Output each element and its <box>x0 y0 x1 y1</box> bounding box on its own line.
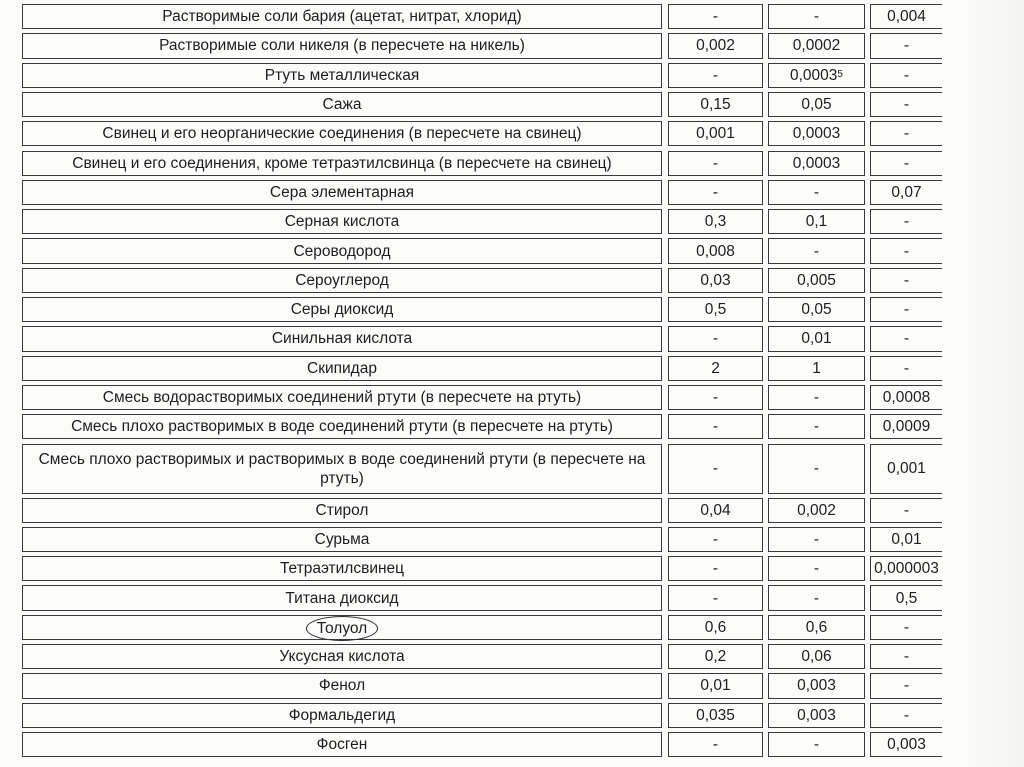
value-text: - <box>903 501 910 519</box>
value-text: 0,001 <box>887 460 926 477</box>
substance-name-cell <box>22 385 662 410</box>
value-text: 0,003 <box>887 736 926 754</box>
value-cell-v3 <box>870 151 942 176</box>
value-text: - <box>813 736 820 754</box>
table-row <box>0 442 1024 496</box>
value-text: 0,001 <box>696 125 735 143</box>
value-text: - <box>712 389 719 407</box>
value-cell-v1 <box>668 180 763 205</box>
substance-name: Уксусная кислота <box>279 648 405 666</box>
table-row <box>0 671 1024 700</box>
table-row <box>0 90 1024 119</box>
value-cell-v2 <box>768 180 865 205</box>
value-text: 0,0008 <box>882 389 931 407</box>
value-text: - <box>903 359 910 377</box>
substance-name: Смесь водорастворимых соединений ртути (в пересчете на ртуть) <box>102 389 582 407</box>
value-text: 0,0009 <box>882 418 931 436</box>
substance-name-cell <box>22 209 662 234</box>
value-cell-v3 <box>870 444 942 494</box>
substance-name: Растворимые соли бария (ацетат, нитрат, хлорид) <box>162 8 522 26</box>
table-row <box>0 61 1024 90</box>
substance-name: Сера элементарная <box>269 183 415 201</box>
substance-name-cell <box>22 498 662 523</box>
substance-name-cell <box>22 444 662 494</box>
value-text: - <box>903 706 910 724</box>
substance-name-cell <box>22 356 662 381</box>
substance-name: Фосген <box>316 736 368 754</box>
value-text: - <box>903 213 910 231</box>
value-text: - <box>813 8 820 26</box>
substance-name-cell <box>22 414 662 439</box>
table-row <box>0 525 1024 554</box>
value-cell-v1 <box>668 498 763 523</box>
table-row <box>0 554 1024 583</box>
value-cell-v3 <box>870 498 942 523</box>
value-text: - <box>712 460 719 477</box>
value-cell-v2 <box>768 4 865 29</box>
value-text: 1 <box>812 359 821 377</box>
value-text: 0,008 <box>696 242 735 260</box>
table-row <box>0 31 1024 60</box>
value-cell-v2 <box>768 238 865 263</box>
value-text: - <box>712 66 719 84</box>
value-text: 0,3 <box>704 213 727 231</box>
substance-name: Сажа <box>322 96 362 114</box>
value-cell-v2 <box>768 644 865 669</box>
value-cell-v3 <box>870 556 942 581</box>
substance-name: Сероуглерод <box>295 271 389 289</box>
value-cell-v2 <box>768 151 865 176</box>
value-text: - <box>813 389 820 407</box>
value-cell-v3 <box>870 326 942 351</box>
value-cell-v3 <box>870 297 942 322</box>
value-text: 0,2 <box>704 648 727 666</box>
substance-name: Растворимые соли никеля (в пересчете на никель) <box>159 37 525 55</box>
table-row <box>0 324 1024 353</box>
value-cell-v2 <box>768 527 865 552</box>
value-text: 0,0003 <box>790 66 838 84</box>
table-row <box>0 207 1024 236</box>
value-text: - <box>903 66 910 84</box>
table-row <box>0 412 1024 441</box>
circled-mark <box>306 616 378 641</box>
value-cell-v1 <box>668 121 763 146</box>
value-text: - <box>712 530 719 548</box>
value-text: - <box>813 418 820 436</box>
value-cell-v1 <box>668 414 763 439</box>
value-cell-v2 <box>768 385 865 410</box>
value-cell-v2 <box>768 209 865 234</box>
value-cell-v3 <box>870 414 942 439</box>
value-text: 0,05 <box>801 96 832 114</box>
value-text: - <box>903 648 910 666</box>
value-text: - <box>712 589 719 607</box>
substance-name-cell <box>22 703 662 728</box>
value-cell-v3 <box>870 703 942 728</box>
value-text: 0,000003 <box>874 560 939 578</box>
value-cell-v2 <box>768 356 865 381</box>
value-cell-v2 <box>768 444 865 494</box>
value-text: - <box>903 301 910 319</box>
value-text: 0,002 <box>696 37 735 55</box>
value-cell-v3 <box>870 238 942 263</box>
value-text: 0,035 <box>696 706 735 724</box>
value-text: 0,002 <box>797 501 836 519</box>
value-text: 0,5 <box>895 589 918 607</box>
value-cell-v2 <box>768 297 865 322</box>
substance-name: Стирол <box>315 501 369 519</box>
substance-name-cell <box>22 556 662 581</box>
value-cell-v3 <box>870 63 942 88</box>
value-text: 0,1 <box>805 213 828 231</box>
substance-name: Серы диоксид <box>290 301 394 319</box>
value-text: 0,003 <box>797 677 836 695</box>
substance-name: Толуол <box>316 619 368 637</box>
value-cell-v2 <box>768 414 865 439</box>
value-text: - <box>813 530 820 548</box>
value-text: - <box>712 560 719 578</box>
value-text: 0,15 <box>700 96 731 114</box>
substance-name: Свинец и его неорганические соединения (в пересчете на свинец) <box>102 125 582 143</box>
value-cell-v2 <box>768 326 865 351</box>
value-text: 0,05 <box>801 301 832 319</box>
table-row <box>0 149 1024 178</box>
substance-name-cell <box>22 121 662 146</box>
value-cell-v1 <box>668 151 763 176</box>
value-text: 0,06 <box>801 648 832 666</box>
substance-name-cell <box>22 238 662 263</box>
value-cell-v1 <box>668 444 763 494</box>
value-text: - <box>903 677 910 695</box>
value-cell-v3 <box>870 644 942 669</box>
substance-name: Свинец и его соединения, кроме тетраэтилсвинца (в пересчете на свинец) <box>72 154 612 172</box>
substance-name-cell <box>22 297 662 322</box>
value-cell-v3 <box>870 4 942 29</box>
value-cell-v1 <box>668 4 763 29</box>
table-row <box>0 236 1024 265</box>
substance-name: Сурьма <box>314 530 370 548</box>
table-row <box>0 383 1024 412</box>
substance-name: Ртуть металлическая <box>264 66 420 84</box>
value-text: - <box>712 418 719 436</box>
substance-name: Сероводород <box>293 242 391 260</box>
value-cell-v1 <box>668 238 763 263</box>
substance-name-cell <box>22 644 662 669</box>
value-text: 0,005 <box>797 271 836 289</box>
value-cell-v2 <box>768 615 865 640</box>
value-cell-v3 <box>870 385 942 410</box>
value-cell-v1 <box>668 732 763 757</box>
value-text: 0,04 <box>700 501 731 519</box>
table-row <box>0 178 1024 207</box>
substance-name-cell <box>22 326 662 351</box>
value-cell-v2 <box>768 556 865 581</box>
value-text: - <box>813 589 820 607</box>
value-cell-v1 <box>668 644 763 669</box>
value-cell-v2: 0,0003 5 <box>768 63 865 88</box>
substance-name-cell <box>22 615 662 640</box>
value-cell-v1 <box>668 615 763 640</box>
substance-name: Скипидар <box>307 359 377 377</box>
value-cell-v2 <box>768 92 865 117</box>
value-text: 0,01 <box>700 677 731 695</box>
substance-name-cell <box>22 92 662 117</box>
value-cell-v1 <box>668 556 763 581</box>
value-cell-v2 <box>768 673 865 698</box>
value-cell-v1 <box>668 92 763 117</box>
table-row <box>0 295 1024 324</box>
value-cell-v3 <box>870 92 942 117</box>
value-text: 0,07 <box>891 183 922 201</box>
value-text: 0,004 <box>887 8 926 26</box>
value-cell-v2 <box>768 498 865 523</box>
substance-name-cell <box>22 268 662 293</box>
substance-name: Титана диоксид <box>285 589 399 607</box>
table-row <box>0 730 1024 759</box>
value-text: - <box>903 618 910 636</box>
value-text: 0,0002 <box>792 37 841 55</box>
substance-name: Смесь плохо растворимых и растворимых в воде соединений ртути (в пересчете на ртуть) <box>38 450 646 487</box>
value-text: - <box>712 330 719 348</box>
table-row <box>0 2 1024 31</box>
value-cell-v3 <box>870 209 942 234</box>
value-cell-v1 <box>668 326 763 351</box>
substance-name-cell <box>22 63 662 88</box>
table-row <box>0 496 1024 525</box>
value-text: 0,003 <box>797 706 836 724</box>
value-cell-v3 <box>870 356 942 381</box>
value-text: - <box>712 183 719 201</box>
value-text: 0,0003 <box>792 125 841 143</box>
value-cell-v2 <box>768 33 865 58</box>
value-text: - <box>903 154 910 172</box>
value-cell-v3 <box>870 527 942 552</box>
value-text: 0,03 <box>700 271 731 289</box>
value-text: - <box>813 460 820 477</box>
substance-name: Серная кислота <box>284 213 400 231</box>
value-cell-v1 <box>668 63 763 88</box>
value-cell-v1 <box>668 703 763 728</box>
table-row <box>0 701 1024 730</box>
value-text: - <box>903 242 910 260</box>
value-cell-v2 <box>768 732 865 757</box>
value-cell-v3 <box>870 268 942 293</box>
value-text: 0,01 <box>801 330 832 348</box>
value-text: - <box>903 96 910 114</box>
value-cell-v3 <box>870 673 942 698</box>
value-cell-v2 <box>768 268 865 293</box>
value-text: - <box>903 37 910 55</box>
substance-name: Синильная кислота <box>271 330 413 348</box>
substance-name-cell <box>22 33 662 58</box>
value-cell-v1 <box>668 356 763 381</box>
value-cell-v3 <box>870 615 942 640</box>
value-cell-v2 <box>768 121 865 146</box>
value-text: - <box>712 8 719 26</box>
table-row <box>0 354 1024 383</box>
value-text: - <box>712 736 719 754</box>
value-text: - <box>712 154 719 172</box>
substance-name: Формальдегид <box>288 706 396 724</box>
value-cell-v1 <box>668 385 763 410</box>
substance-name-cell <box>22 673 662 698</box>
value-cell-v1 <box>668 33 763 58</box>
value-cell-v3 <box>870 732 942 757</box>
substance-name-cell <box>22 180 662 205</box>
value-text: 2 <box>711 359 720 377</box>
table-row <box>0 613 1024 642</box>
value-text: - <box>813 242 820 260</box>
value-cell-v1 <box>668 673 763 698</box>
value-cell-v3 <box>870 121 942 146</box>
value-cell-v1 <box>668 527 763 552</box>
value-cell-v1 <box>668 585 763 610</box>
value-cell-v3 <box>870 33 942 58</box>
substance-name-cell <box>22 4 662 29</box>
substance-name-cell <box>22 732 662 757</box>
table-row <box>0 642 1024 671</box>
value-text: - <box>813 183 820 201</box>
value-cell-v1 <box>668 297 763 322</box>
value-text: - <box>903 271 910 289</box>
value-text: 0,01 <box>891 530 922 548</box>
value-text: 0,0003 <box>792 154 841 172</box>
value-text: 0,6 <box>805 618 828 636</box>
value-cell-v1 <box>668 268 763 293</box>
substance-name: Тетраэтилсвинец <box>279 560 405 578</box>
value-cell-v2 <box>768 585 865 610</box>
substance-name: Смесь плохо растворимых в воде соединений ртути (в пересчете на ртуть) <box>71 418 613 436</box>
value-cell-v2 <box>768 703 865 728</box>
substance-name: Фенол <box>318 677 366 695</box>
value-text: - <box>813 560 820 578</box>
value-text: 0,6 <box>704 618 727 636</box>
table-row <box>0 583 1024 612</box>
table-row <box>0 266 1024 295</box>
substance-name-cell <box>22 585 662 610</box>
value-cell-v1 <box>668 209 763 234</box>
value-cell-v3 <box>870 180 942 205</box>
value-cell-v3 <box>870 585 942 610</box>
table-row <box>0 119 1024 148</box>
value-text: - <box>903 125 910 143</box>
substance-name-cell <box>22 527 662 552</box>
substance-name-cell <box>22 151 662 176</box>
value-text: - <box>903 330 910 348</box>
value-text: 0,5 <box>704 301 727 319</box>
